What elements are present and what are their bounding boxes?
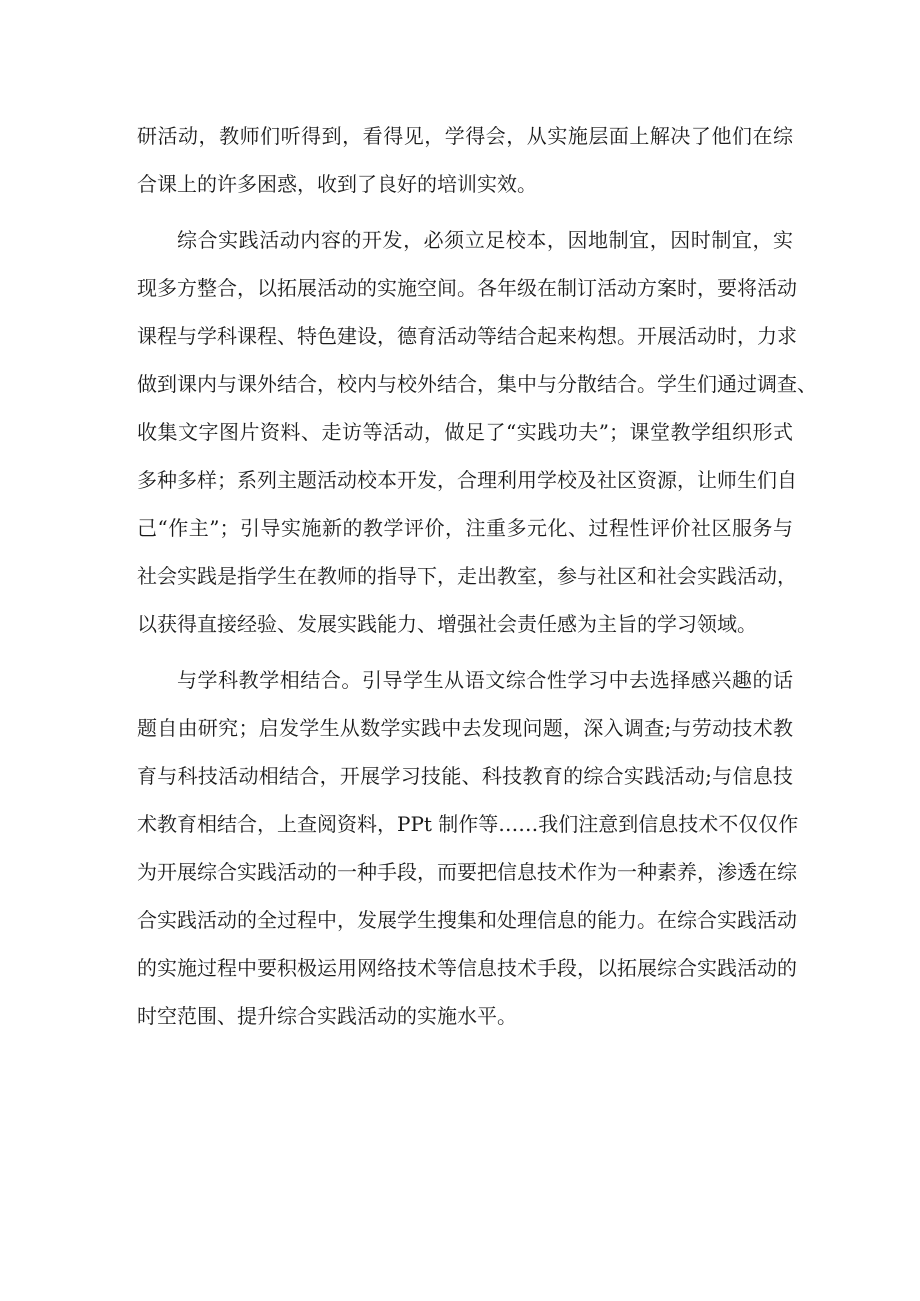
- paragraph-3-line-1: 与学科教学相结合。引导学生从语文综合性学习中去选择感兴趣的话: [177, 668, 793, 692]
- paragraph-2-line-6: 多种多样；系列主题活动校本开发，合理利用学校及社区资源，让师生们自: [137, 468, 797, 492]
- paragraph-2-line-5: 收集文字图片资料、走访等活动，做足了“实践功夫”；课堂教学组织形式: [137, 420, 793, 444]
- paragraph-3-line-8: 时空范围、提升综合实践活动的实施水平。: [137, 1004, 517, 1028]
- paragraph-3-line-6: 合实践活动的全过程中，发展学生搜集和处理信息的能力。在综合实践活动: [137, 908, 797, 932]
- paragraph-3-line-4: 术教育相结合，上查阅资料，PPt 制作等……我们注意到信息技术不仅仅作: [137, 812, 799, 836]
- paragraph-2-line-2: 现多方整合，以拓展活动的实施空间。各年级在制订活动方案时，要将活动: [137, 276, 797, 300]
- body-text: [137, 112, 817, 1040]
- paragraph-3-line-2: 题自由研究；启发学生从数学实践中去发现问题，深入调查;与劳动技术教: [137, 716, 793, 740]
- paragraph-2-line-4: 做到课内与课外结合，校内与校外结合，集中与分散结合。学生们通过调查、: [137, 372, 817, 396]
- paragraph-2-line-9: 以获得直接经验、发展实践能力、增强社会责任感为主旨的学习领域。: [137, 612, 757, 636]
- paragraph-1-line-1: 研活动，教师们听得到，看得见，学得会，从实施层面上解决了他们在综: [137, 124, 793, 148]
- paragraph-gap: [137, 648, 793, 656]
- paragraph-2-line-3: 课程与学科课程、特色建设，德育活动等结合起来构想。开展活动时，力求: [137, 324, 797, 348]
- paragraph-3-line-5: 为开展综合实践活动的一种手段，而要把信息技术作为一种素养，渗透在综: [137, 860, 797, 884]
- paragraph-2-line-1: 综合实践活动内容的开发，必须立足校本，因地制宜，因时制宜，实: [177, 228, 793, 252]
- paragraph-2-line-8: 社会实践是指学生在教师的指导下，走出教室，参与社区和社会实践活动，: [137, 564, 797, 588]
- paragraph-2-line-7: 己“作主”；引导实施新的教学评价，注重多元化、过程性评价社区服务与: [137, 516, 793, 540]
- paragraph-3-line-7: 的实施过程中要积极运用网络技术等信息技术手段，以拓展综合实践活动的: [137, 956, 797, 980]
- paragraph-3-line-3: 育与科技活动相结合，开展学习技能、科技教育的综合实践活动;与信息技: [137, 764, 793, 788]
- paragraph-gap: [137, 208, 793, 216]
- paragraph-1-line-2: 合课上的许多困惑，收到了良好的培训实效。: [137, 172, 537, 196]
